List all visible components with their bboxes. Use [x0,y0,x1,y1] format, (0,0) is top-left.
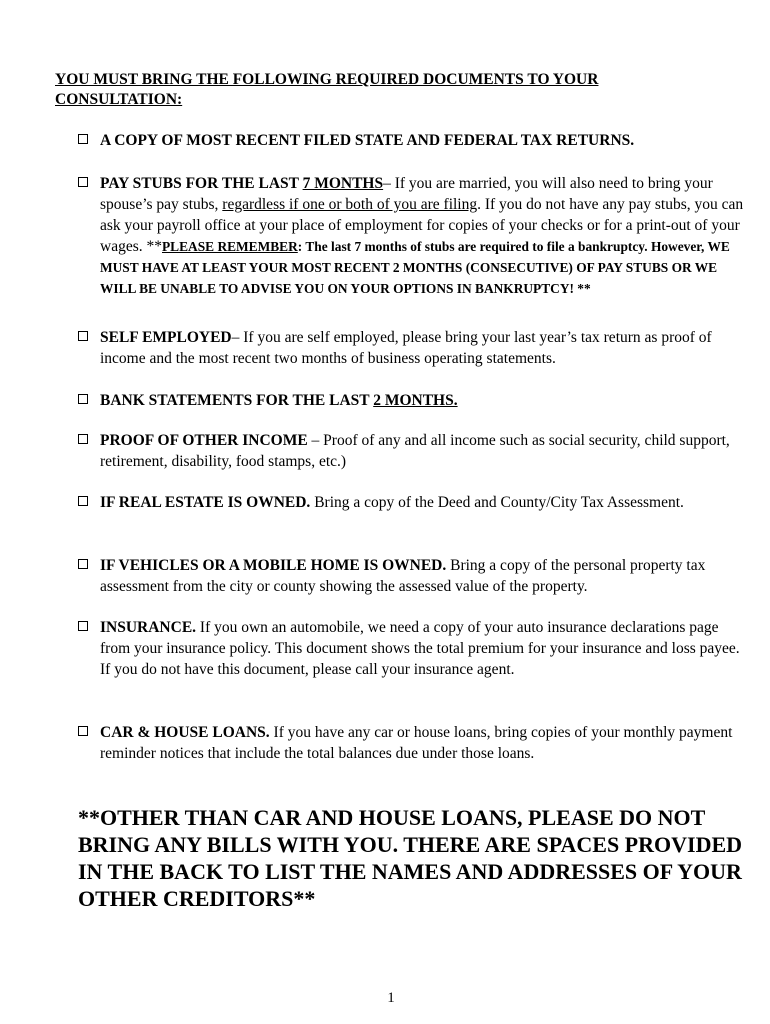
checkbox-icon[interactable] [78,177,88,187]
final-note: **OTHER THAN CAR AND HOUSE LOANS, PLEASE DO NOT BRING ANY BILLS WITH YOU. THERE ARE SPACES PROVIDED IN THE BACK TO LIST THE NAMES AND ADDRESSES OF YOUR OTHER CREDITORS** [78,805,743,911]
heading-line-2: CONSULTATION: [55,91,183,108]
checklist-item-other-income [78,430,750,472]
checklist-item-vehicles [78,555,750,597]
checkbox-icon[interactable] [78,134,88,144]
item-text: . If you do not have any pay stubs, you can ask your payroll office at your place of employment for copies of your checks or for a print-out of your wages. ** [100,196,744,255]
page-number: 1 [387,990,395,1006]
heading-line-1: YOU MUST BRING THE FOLLOWING REQUIRED DOCUMENTS TO YOUR [55,71,599,88]
item-text: If you have any car or house loans, bring copies of your monthly payment reminder notices that include the total balances due under those loans. [100,724,733,762]
remember-note-label: PLEASE REMEMBER [162,239,298,254]
item-text: Bring a copy of the personal property tax assessment from the city or county showing the assessed value of the property. [100,557,706,595]
checkbox-icon[interactable] [78,434,88,444]
checkbox-icon[interactable] [78,496,88,506]
checklist-item-bank-statements [78,390,750,411]
remember-note-text: : The last 7 months of stubs are required to file a bankruptcy. However, WE MUST HAVE AT LEAST YOUR MOST RECENT 2 MONTHS (CONSECUTIVE) OF PAY STUBS OR WE WILL BE UNABLE TO ADVISE YOU ON YOUR OPTIONS IN BANKRUPTCY! ** [100,239,730,296]
checkbox-icon[interactable] [78,559,88,569]
item-title: A COPY OF MOST RECENT FILED STATE AND FEDERAL TAX RETURNS. [100,132,635,149]
item-title: PAY STUBS FOR THE LAST [100,175,303,192]
item-title-underlined: 2 MONTHS. [373,392,458,409]
item-title: PROOF OF OTHER INCOME [100,432,308,449]
item-text: – If you are married, you will also need to bring your spouse’s pay stubs, [100,175,713,213]
item-text-underlined: regardless if one or both of you are filing [222,196,478,213]
checkbox-icon[interactable] [78,621,88,631]
item-title: IF REAL ESTATE IS OWNED. [100,494,311,511]
checklist-item-tax-returns [78,130,750,151]
item-text: – If you are self employed, please bring your last year’s tax return as proof of income and the most recent two months of business operating statements. [100,329,712,367]
item-text: Bring a copy of the Deed and County/City Tax Assessment. [310,494,684,511]
checkbox-icon[interactable] [78,726,88,736]
item-title: SELF EMPLOYED [100,329,232,346]
item-text: – Proof of any and all income such as social security, child support, retirement, disability, food stamps, etc.) [100,432,730,470]
item-title-underlined: 7 MONTHS [302,175,384,192]
checkbox-icon[interactable] [78,394,88,404]
checklist-item-loans [78,722,750,764]
checklist-item-insurance [78,617,750,680]
checklist-item-real-estate [78,492,750,513]
checkbox-icon[interactable] [78,331,88,341]
item-title: IF VEHICLES OR A MOBILE HOME IS OWNED. [100,557,447,574]
item-title: CAR & HOUSE LOANS. [100,724,270,741]
item-title: INSURANCE. [100,619,197,636]
item-text: If you own an automobile, we need a copy of your auto insurance declarations page from your insurance policy. This document shows the total premium for your insurance and loss payee. If you do not have this document, please call your insurance agent. [100,619,740,678]
item-title: BANK STATEMENTS FOR THE LAST [100,392,374,409]
checklist-item-self-employed [78,327,750,369]
page-heading [55,70,715,110]
checklist-item-pay-stubs [78,173,750,299]
